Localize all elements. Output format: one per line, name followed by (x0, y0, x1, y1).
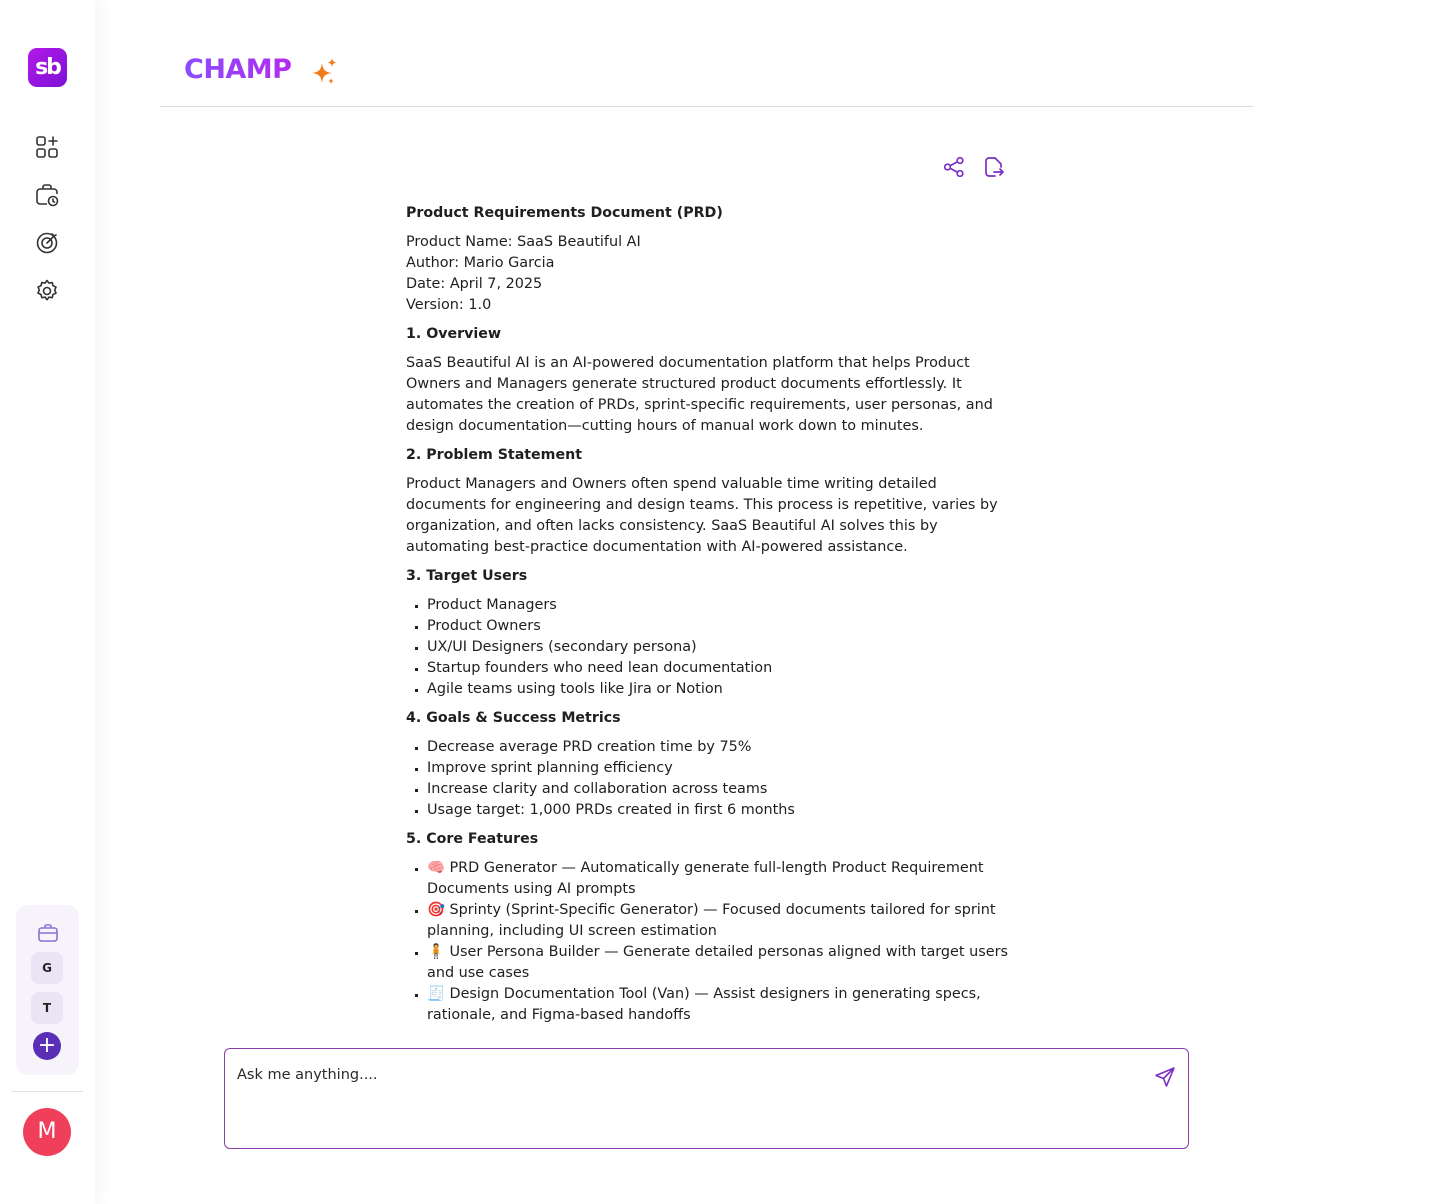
settings-gear-icon[interactable] (33, 277, 61, 305)
target-icon[interactable] (33, 229, 61, 257)
sidebar-divider (11, 1091, 83, 1092)
section-heading-target-users: 3. Target Users (406, 568, 528, 584)
header-divider (160, 106, 1253, 107)
section-paragraph-problem: Product Managers and Owners often spend valuable time writing detailed documents for engineering and design teams. This process is repetitive, varies by organization, and often lacks consistency. SaaS Beautiful AI solves this by automating best-practice documentation with AI-powered assistance. (406, 476, 998, 555)
share-icon[interactable] (942, 155, 966, 179)
list-item: Decrease average PRD creation time by 75% (406, 737, 1016, 758)
list-item: 🎯 Sprinty (Sprint-Specific Generator) — Focused documents tailored for sprint planning, including UI screen estimation (406, 900, 1016, 942)
core-features-list (406, 858, 1016, 1026)
list-item: Product Owners (406, 616, 1016, 637)
meta-product-name: Product Name: SaaS Beautiful AI (406, 234, 641, 250)
brand-title: CHAMP (184, 54, 292, 85)
section-heading-core-features: 5. Core Features (406, 831, 539, 847)
user-avatar[interactable]: M (23, 1108, 71, 1156)
section-paragraph-overview: SaaS Beautiful AI is an AI-powered documentation platform that helps Product Owners and Managers generate structured product documents effortlessly. It automates the creation of PRDs, sprint-specific requirements, user personas, and design documentation—cutting hours of manual work down to minutes. (406, 355, 993, 434)
briefcase-clock-icon[interactable] (33, 181, 61, 209)
document-meta (406, 232, 1016, 316)
list-item: Improve sprint planning efficiency (406, 758, 1016, 779)
list-item: Increase clarity and collaboration across teams (406, 779, 1016, 800)
meta-date: Date: April 7, 2025 (406, 276, 543, 292)
list-item: Agile teams using tools like Jira or Notion (406, 679, 1016, 700)
meta-version: Version: 1.0 (406, 297, 492, 313)
list-item: Usage target: 1,000 PRDs created in first 6 months (406, 800, 1016, 821)
workspace-switcher (16, 905, 79, 1075)
apps-add-icon[interactable] (33, 133, 61, 161)
send-icon[interactable] (1153, 1065, 1177, 1089)
add-workspace-button[interactable]: + (33, 1032, 61, 1060)
list-item: Product Managers (406, 595, 1016, 616)
app-logo[interactable]: sb (28, 48, 67, 87)
list-item: UX/UI Designers (secondary persona) (406, 637, 1016, 658)
list-item: Startup founders who need lean documentation (406, 658, 1016, 679)
workspace-g[interactable]: G (31, 952, 63, 984)
meta-author: Author: Mario Garcia (406, 255, 555, 271)
document-title: Product Requirements Document (PRD) (406, 205, 723, 221)
chat-composer (224, 1048, 1189, 1149)
chat-input[interactable] (237, 1063, 1117, 1087)
section-heading-goals: 4. Goals & Success Metrics (406, 710, 621, 726)
section-heading-overview: 1. Overview (406, 326, 501, 342)
list-item: 🧾 Design Documentation Tool (Van) — Assist designers in generating specs, rationale, and Figma-based handoffs (406, 984, 1016, 1026)
target-users-list (406, 595, 1016, 700)
list-item: 🧍 User Persona Builder — Generate detailed personas aligned with target users and use cases (406, 942, 1016, 984)
section-heading-problem: 2. Problem Statement (406, 447, 582, 463)
sidebar (0, 0, 95, 1204)
prd-document (406, 203, 1016, 1026)
list-item: 🧠 PRD Generator — Automatically generate full-length Product Requirement Documents using AI prompts (406, 858, 1016, 900)
sparkle-icon (310, 57, 338, 87)
briefcase-icon[interactable] (36, 921, 60, 945)
goals-list (406, 737, 1016, 821)
workspace-t[interactable]: T (31, 992, 63, 1024)
file-export-icon[interactable] (982, 155, 1006, 179)
